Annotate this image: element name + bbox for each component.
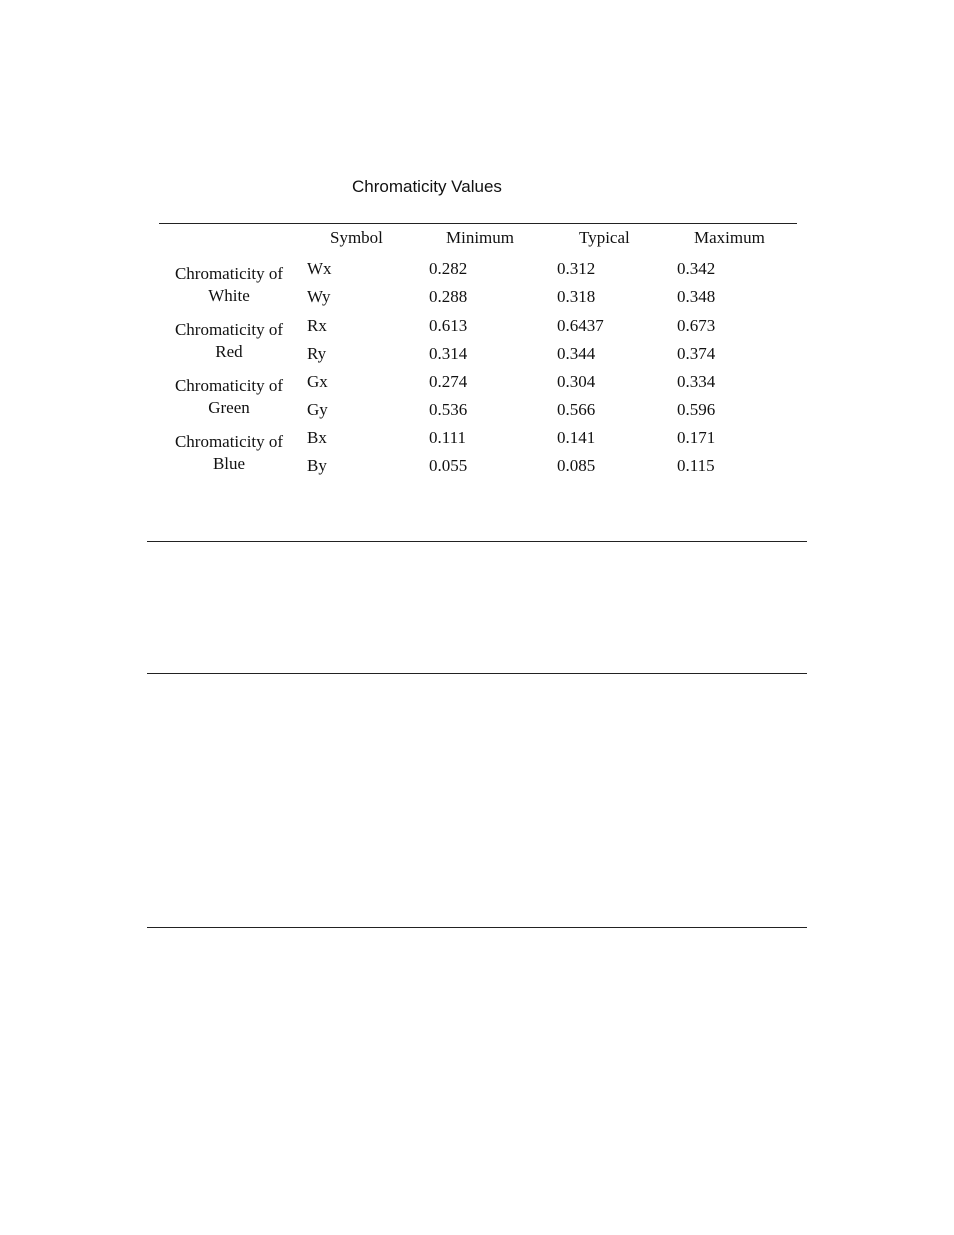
header-typical: Typical — [579, 228, 630, 247]
cell-maximum: 0.334 — [677, 372, 716, 391]
cell-minimum: 0.111 — [429, 428, 466, 447]
header-symbol: Symbol — [330, 228, 383, 247]
cell-maximum: 0.171 — [677, 428, 716, 447]
cell-symbol: Ry — [307, 344, 327, 363]
group-label-blue: Chromaticity of Blue — [174, 432, 284, 473]
cell-symbol: By — [307, 456, 327, 475]
cell-symbol: Rx — [307, 316, 327, 335]
group-label-green: Chromaticity of Green — [174, 376, 284, 417]
cell-typical: 0.566 — [557, 400, 596, 419]
cell-typical: 0.304 — [557, 372, 596, 391]
cell-symbol: Wx — [307, 259, 332, 278]
cell-symbol: Gx — [307, 372, 328, 391]
cell-typical: 0.141 — [557, 428, 596, 447]
cell-typical: 0.312 — [557, 259, 596, 278]
cell-minimum: 0.055 — [429, 456, 468, 475]
divider-rule — [147, 541, 807, 542]
cell-maximum: 0.596 — [677, 400, 716, 419]
divider-rule — [147, 673, 807, 674]
cell-maximum: 0.348 — [677, 287, 716, 306]
header-maximum: Maximum — [694, 228, 765, 247]
cell-symbol: Bx — [307, 428, 327, 447]
group-label-white: Chromaticity of White — [174, 264, 284, 305]
cell-maximum: 0.374 — [677, 344, 716, 363]
table-title: Chromaticity Values — [352, 177, 502, 196]
cell-typical: 0.344 — [557, 344, 596, 363]
cell-minimum: 0.288 — [429, 287, 468, 306]
group-label-red: Chromaticity of Red — [174, 320, 284, 361]
cell-minimum: 0.536 — [429, 400, 468, 419]
cell-minimum: 0.613 — [429, 316, 468, 335]
header-minimum: Minimum — [446, 228, 515, 247]
cell-maximum: 0.673 — [677, 316, 716, 335]
cell-typical: 0.6437 — [557, 316, 604, 335]
cell-minimum: 0.314 — [429, 344, 468, 363]
cell-symbol: Gy — [307, 400, 328, 419]
divider-rule — [147, 927, 807, 928]
cell-symbol: Wy — [307, 287, 331, 306]
cell-maximum: 0.115 — [677, 456, 715, 475]
cell-typical: 0.085 — [557, 456, 596, 475]
cell-typical: 0.318 — [557, 287, 596, 306]
table-top-rule — [159, 223, 797, 224]
cell-minimum: 0.282 — [429, 259, 468, 278]
cell-maximum: 0.342 — [677, 259, 716, 278]
cell-minimum: 0.274 — [429, 372, 468, 391]
